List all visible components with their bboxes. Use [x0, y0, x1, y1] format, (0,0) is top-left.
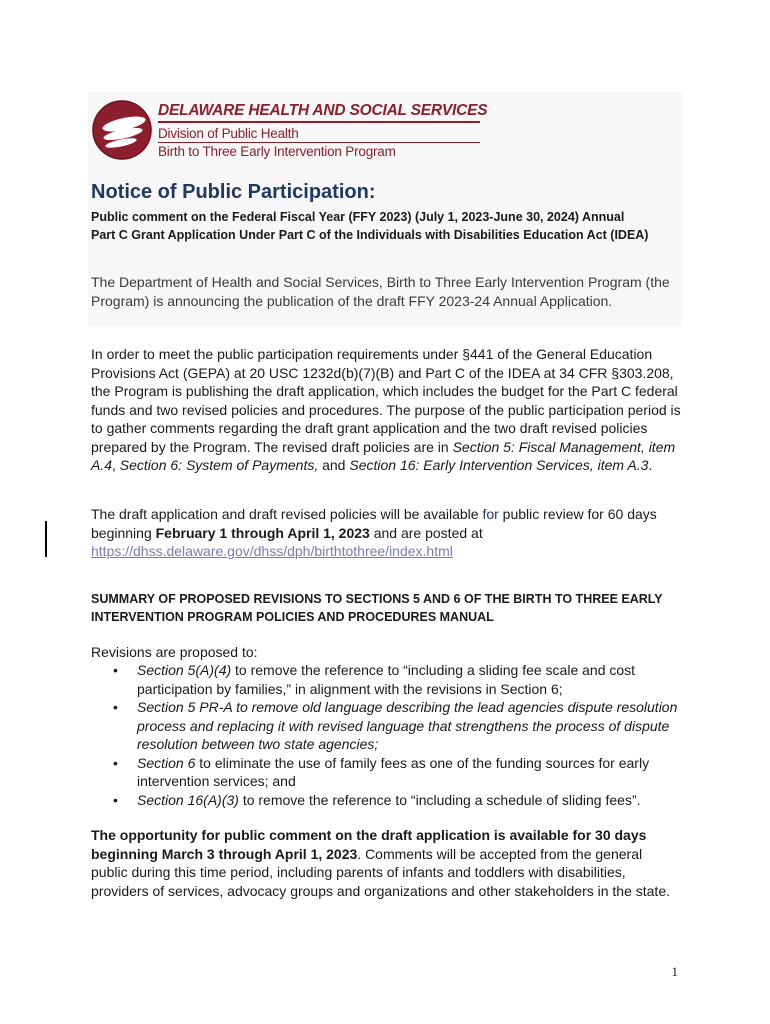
seal-emblem-icon — [90, 94, 154, 164]
change-bar — [45, 521, 47, 557]
notice-subtitle: Public comment on the Federal Fiscal Year (FFY 2023) (July 1, 2023-June 30, 2024) Annual Part C Grant Application Under Part C of the Individuals with Disabilities Education Act (IDEA) — [91, 210, 649, 242]
logo-program: Birth to Three Early Intervention Program — [158, 144, 396, 159]
revisions-intro: Revisions are proposed to: — [91, 644, 258, 660]
birth-to-three-link[interactable]: https://dhss.delaware.gov/dhss/dph/birthtothree/index.html — [91, 543, 453, 559]
bullet-section: Section 5(A)(4) — [137, 662, 232, 678]
bullet-section: Section 5 PR-A to remove old language describing the lead agencies dispute resolution process and replacing it with revised language that strengthens the process of dispute resolution between two state agencies; — [137, 699, 678, 752]
revisions-list — [91, 661, 691, 809]
comment-bold: The opportunity for public comment on the draft application is available for 30 days beginning March 3 through April 1, 2023 — [91, 827, 647, 862]
list-item — [91, 698, 691, 754]
avail-after: and are posted at — [369, 524, 483, 541]
avail-dates: February 1 through April 1, 2023 — [155, 524, 370, 541]
section16-ref: Section 16: Early Intervention Services, item A.3 — [349, 457, 649, 473]
list-item — [91, 791, 691, 810]
gepa-sep1: , — [112, 457, 120, 473]
bullet-icon: • — [113, 662, 118, 678]
logo-org-name: DELAWARE HEALTH AND SOCIAL SERVICES — [158, 102, 488, 119]
bullet-icon: • — [113, 754, 118, 771]
comment-paragraph — [91, 826, 681, 900]
bullet-text: to remove the reference to “including a sliding fee scale and cost participation by families,” in alignment with the revisions in Section 6; — [137, 662, 636, 697]
gepa-text: In order to meet the public participation requirements under §441 of the General Education Provisions Act (GEPA) at 20 USC 1232d(b)(7)(B) and Part C of the IDEA at 34 CFR §303.208, the Program is publishing the draft application, which includes the budget for the Part C federal funds and two revised policies and procedures. The purpose of the public participation period is to gather comments regarding the draft grant application and the two draft revised policies prepared by the Program. The revised draft policies are in — [91, 346, 681, 455]
list-item — [91, 754, 691, 791]
dhss-logo — [90, 94, 490, 164]
summary-heading: SUMMARY OF PROPOSED REVISIONS TO SECTIONS 5 AND 6 OF THE BIRTH TO THREE EARLY INTERVENTION PROGRAM POLICIES AND PROCEDURES MANUAL — [91, 592, 663, 624]
availability-paragraph — [91, 505, 681, 561]
avail-mid: public review for 60 days beginning — [91, 506, 657, 541]
bullet-section: Section 6 — [137, 754, 196, 771]
intro-paragraph: The Department of Health and Social Services, Birth to Three Early Intervention Program (the Program) is announcing the publication of the draft FFY 2023-24 Annual Application. — [91, 274, 670, 309]
comment-rest: . Comments will be accepted from the general public during this time period, including parents of infants and toddlers with disabilities, providers of services, advocacy groups and organizations and other stakeholders in the state. — [91, 845, 670, 899]
bullet-icon: • — [113, 791, 118, 808]
section5-ref: Section 5: Fiscal Management, item A.4 — [91, 438, 676, 473]
bullet-section: Section 16(A)(3) — [137, 791, 239, 808]
logo-rule — [158, 121, 480, 123]
gepa-paragraph — [91, 345, 681, 475]
bullet-text: to eliminate the use of family fees as one of the funding sources for early intervention services; and — [137, 754, 650, 789]
gepa-end: . — [648, 457, 653, 473]
bullet-icon: • — [113, 699, 118, 715]
list-item — [91, 661, 691, 698]
avail-for: for — [482, 506, 499, 522]
page-number: 1 — [671, 964, 678, 979]
bullet-text: to remove the reference to “including a schedule of sliding fees”. — [238, 791, 641, 808]
avail-before: The draft application and draft revised policies will be available — [91, 506, 483, 522]
section6-ref: Section 6: System of Payments, — [119, 457, 319, 473]
page-title: Notice of Public Participation: — [91, 181, 376, 203]
gepa-sep2: and — [318, 457, 350, 473]
logo-text — [158, 94, 498, 160]
logo-division: Division of Public Health — [158, 126, 299, 141]
